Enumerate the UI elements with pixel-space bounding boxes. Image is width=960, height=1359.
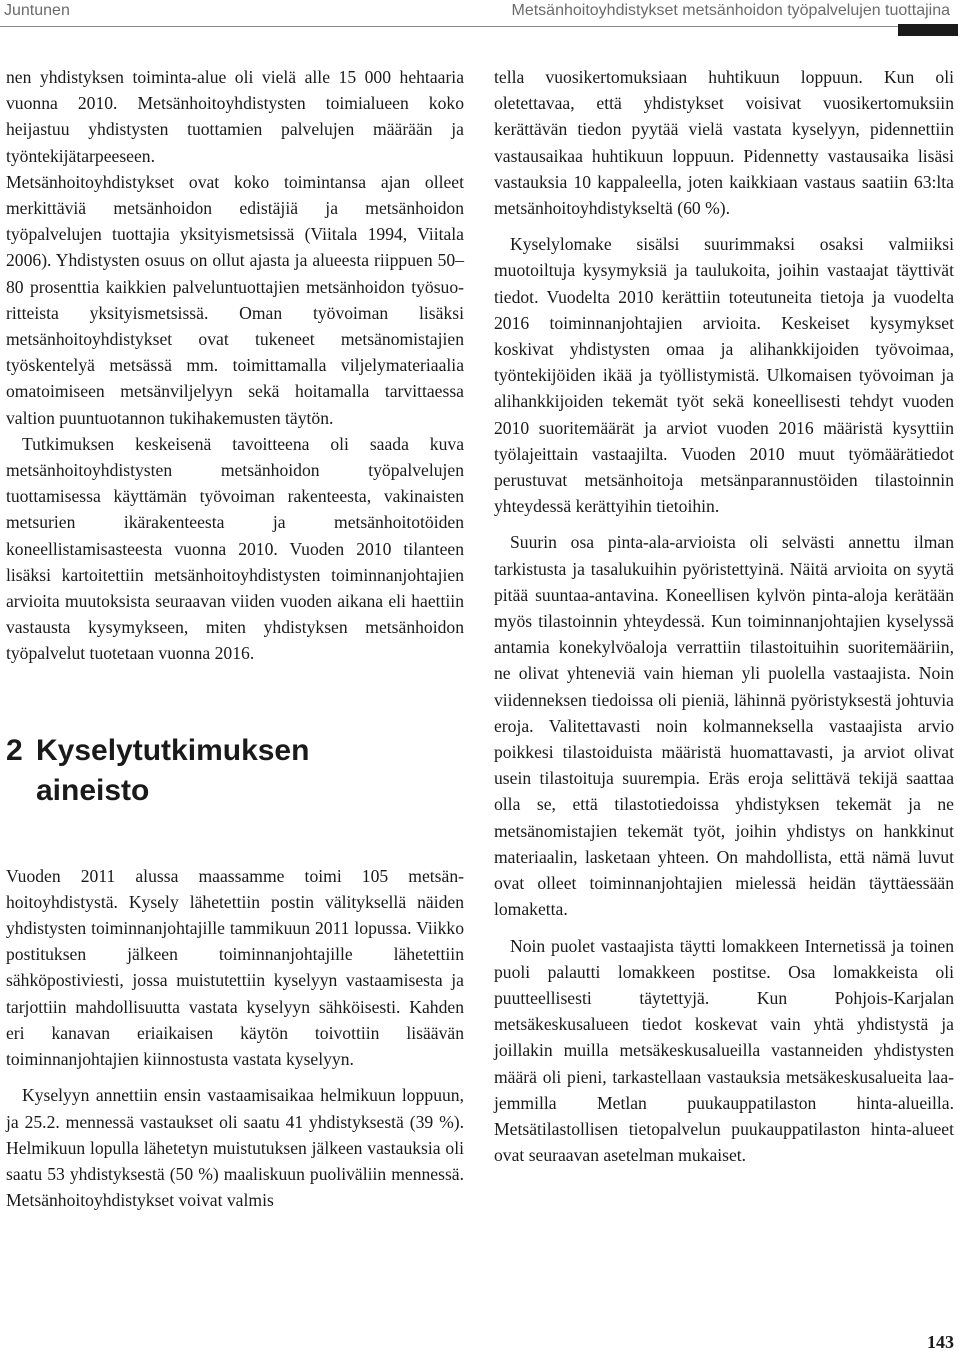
paragraph: Suurin osa pinta-ala-arvioista oli selvästi annettu ilman tarkistusta ja tasalukuihin pyöristettyinä. Näitä arvioita on syytä pitää suuntaa-antavina. Koneellisen kylvön pinta-aloja kerätään myös tilastoinnin yhteydessä. Kun toiminnanjohtajien kyselyssä antamia konekylvöaloja verrattiin tilastoituihin suoritemääriin, ne olivat yhteneviä vain hieman yli puolella vastaajista. Noin viidenneksen tiedoissa oli pieniä, lähinnä pyöristyksestä johtuvia eroja. Valitettavasti noin kolmanneksella vastaajista arvio poikkesi tilastoiduista määristä huomattavasti, ja arviot olivat usein tilastoituja suurempia. Eräs eroja selittävä tekijä saattaa olla se, että tilastotiedoissa yhdistyksen tekemät ja ne metsänomistajien tekemät työt, joihin yhdistys on hankkinut materiaalin, lasketaan yhteen. On mahdollista, että nämä luvut ovat olleet toiminnanjohtajien mielessä heidän täyttäessään lomaketta. (494, 532, 954, 920)
right-column (494, 64, 954, 1168)
page-number: 143 (927, 1332, 954, 1352)
section-title-line-1: Kyselytutkimuksen (36, 733, 310, 767)
paragraph: Metsänhoitoyhdistykset ovat koko toimintansa ajan olleet merkittäviä metsänhoidon edistäjiä ja metsänhoidon työpalvelujen tuottajia yksityismetsissä (Viitala 1994, Viitala 2006). Yhdistysten osuus on ollut ajasta ja alueesta riippuen 50–80 prosenttia kaikkien palveluntuottajien metsänhoidon työsuoritteista yksityismetsissä. Oman työvoiman lisäksi metsänhoitoyhdistykset ovat tukeneet metsänomistajien työskentelyä metsässä mm. toimittamalla viljelymateriaalia omatoimiseen metsänviljelyyn sekä hoitamalla tarvittaessa valtion puuntuotannon tukihakemusten täytön. (6, 171, 464, 428)
section-title-line-2: aineisto (36, 773, 150, 807)
left-column (6, 64, 464, 1213)
header-marker-block (898, 24, 958, 36)
paragraph: Kyselyyn annettiin ensin vastaamisaikaa helmikuun loppuun, ja 25.2. mennessä vastaukset oli saatu 41 yhdistyksestä (39 %). Helmikuun lopulla lähetetyn muistutuksen jälkeen vastauksia oli saatu 53 yhdistyksestä (50 %) maaliskuun puoliväliin mennessä. Metsänhoitoyhdistykset voivat valmis (6, 1085, 464, 1211)
paragraph: Noin puolet vastaajista täytti lomakkeen Internetissä ja toinen puoli palautti lomakkeen postitse. Osa lomakkeista oli puutteellisesti täytettyjä. Kun Pohjois-Karjalan metsäkeskusalueen tiedot koskevat vain yhtä yhdistystä ja joillakin muilla metsäkeskusalueilla vastanneiden yhdistysten määrä oli pieni, tarkastellaan vastauksia metsäkeskusalueita laajemmilla Metlan puukauppatilaston hinta-alueilla. Metsätilastollisen tietopalvelun puukauppatilaston hinta-alueet ovat seuraavan asetelman mukaiset. (494, 935, 954, 1166)
header-rule (0, 26, 920, 27)
header-author: Juntunen (4, 2, 70, 19)
section-heading (6, 731, 464, 811)
running-header (0, 0, 960, 28)
paragraph: nen yhdistyksen toiminta-alue oli vielä alle 15 000 hehtaaria vuonna 2010. Metsänhoitoyhdistysten toimialueen koko heijastuu yhdistysten tuottamien palvelujen määrään ja työntekijätarpeeseen. (6, 67, 464, 166)
section-number: 2 (6, 733, 23, 767)
paragraph: tella vuosikertomuksiaan huhtikuun loppuun. Kun oli oletettavaa, että yhdistykset voisivat vuosikertomuksiin kerättävän tiedon pyytää vielä vastata kyselyyn, pidennettiin vastausaikaa huhtikuun loppuun. Pidennetty vastausaika lisäsi vastauksia 10 kappaleella, joten kaikkiaan vastaus saatiin 63:lta metsänhoitoyhdistykseltä (60 %). (494, 67, 954, 219)
paragraph: Vuoden 2011 alussa maassamme toimi 105 metsänhoitoyhdistystä. Kysely lähetettiin postin välityksellä näiden yhdistysten toiminnanjohtajille tammikuun 2011 lopussa. Viikko postituksen jälkeen toiminnanjohtajille lähetettiin sähköpostiviesti, jossa muistutettiin kyselyyn vastaamisesta ja tarjottiin mahdollisuutta vastata kyselyyn sähköisesti. Kahden eri kanavan eriaikaisen käytön toivottiin lisäävän toiminnanjohtajien kiinnostusta vastata kyselyyn. (6, 865, 464, 1070)
paragraph: Tutkimuksen keskeisenä tavoitteena oli saada kuva metsänhoitoyhdistysten metsänhoidon työpalvelujen tuottamisessa käyttämän työvoiman rakenteesta, vakinaisten metsurien ikärakenteesta ja metsänhoitotöiden koneellistamisasteesta vuonna 2010. Vuoden 2010 tilanteen lisäksi kartoitettiin metsänhoitoyhdistysten toiminnanjohtajien arvioita muutoksista seuraavan viiden vuoden aikana eli haettiin vastausta kysymykseen, miten yhdistyksen metsänhoidon työpalvelut tuotetaan vuonna 2016. (6, 433, 464, 664)
paragraph: Kyselylomake sisälsi suurimmaksi osaksi valmiiksi muotoiltuja kysymyksiä ja taulukoita, joihin vastaajat täyttivät tiedot. Vuodelta 2010 kerättiin toteutuneita tietoja ja vuodelta 2016 toiminnanjohtajien arvioita. Keskeiset kysymykset koskivat yhdistysten omaa ja alihankkijoiden työvoimaa, työntekijöiden ikää ja työllistymistä. Ulkomaisen työvoiman ja alihankkijoiden tekemät työt sekä koneellisesti tehdyt vuoden 2010 suoritemäärät ja arviot vuoden 2016 määristä kysyttiin työlajeittain vastaajilta. Vuoden 2010 muut työmäärätiedot perustuvat metsänhoitoja metsänparannustöiden tilastoinnin yhteydessä kerättyihin tietoihin. (494, 234, 954, 517)
header-article-title: Metsänhoitoyhdistykset metsänhoidon työpalvelujen tuottajina (511, 2, 950, 19)
